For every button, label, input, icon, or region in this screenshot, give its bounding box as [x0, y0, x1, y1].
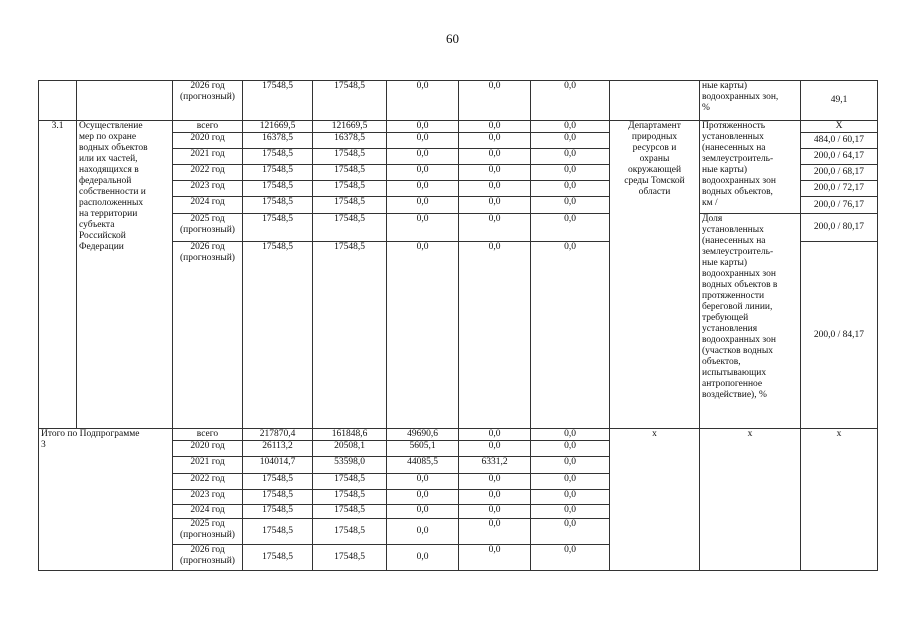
indicator-cell: ные карты) водоохранных зон, % — [700, 81, 801, 121]
fed-cell: 17548,5 — [313, 505, 387, 519]
year-cell: 2021 год — [173, 149, 243, 165]
year-cell: 2026 год (прогнозный) — [173, 81, 243, 121]
reg-cell: 0,0 — [387, 121, 459, 133]
section-row — [39, 121, 878, 133]
loc-cell: 0,0 — [459, 121, 531, 133]
year-cell: 2022 год — [173, 165, 243, 181]
other-cell: 0,0 — [531, 505, 610, 519]
fed-cell: 17548,5 — [313, 214, 387, 242]
loc-cell: 0,0 — [459, 214, 531, 242]
fed-cell: 121669,5 — [313, 121, 387, 133]
other-cell: 0,0 — [531, 121, 610, 133]
reg-cell: 0,0 — [387, 197, 459, 214]
page-number: 60 — [446, 31, 459, 46]
total-cell: 17548,5 — [243, 81, 313, 121]
year-cell: 2023 год — [173, 490, 243, 505]
loc-cell: 0,0 — [459, 545, 531, 571]
other-cell: 0,0 — [531, 149, 610, 165]
loc-cell: 0,0 — [459, 181, 531, 197]
total-cell: 217870,4 — [243, 429, 313, 441]
total-cell: 17548,5 — [243, 242, 313, 429]
total-cell: 16378,5 — [243, 133, 313, 149]
section-executor: Департамент природных ресурсов и охраны окружающей среды Томской области — [610, 121, 700, 429]
loc-cell: 0,0 — [459, 505, 531, 519]
fed-cell: 17548,5 — [313, 545, 387, 571]
total-executor: х — [610, 429, 700, 571]
total-cell: 26113,2 — [243, 441, 313, 457]
fed-cell: 17548,5 — [313, 490, 387, 505]
cont-num-cell — [39, 81, 77, 121]
reg-cell: 0,0 — [387, 81, 459, 121]
reg-cell: 44085,5 — [387, 457, 459, 474]
loc-cell: 0,0 — [459, 133, 531, 149]
reg-cell: 49690,6 — [387, 429, 459, 441]
loc-cell: 0,0 — [459, 165, 531, 181]
other-cell: 0,0 — [531, 242, 610, 429]
reg-cell: 0,0 — [387, 133, 459, 149]
indicator-value-cell: 200,0 / 72,17 — [801, 181, 878, 197]
year-cell: 2024 год — [173, 505, 243, 519]
section-indicator-2: Доля установленных (нанесенных на землеустроитель- ные карты) водоохранных зон водных объектов в протяженности береговой линии, требующей установления водоохранных зон (участков водных объектов, испытывающих антропогенное воздействие), % — [700, 214, 801, 429]
loc-cell: 0,0 — [459, 242, 531, 429]
loc-cell: 0,0 — [459, 149, 531, 165]
reg-cell: 0,0 — [387, 181, 459, 197]
loc-cell: 0,0 — [459, 474, 531, 490]
reg-cell: 0,0 — [387, 165, 459, 181]
section-name: Осуществление мер по охране водных объектов или их частей, находящихся в федеральной собственности и расположенных на территории субъекта Российской Федерации — [77, 121, 173, 429]
indicator-value-cell: 200,0 / 84,17 — [801, 242, 878, 429]
fed-cell: 17548,5 — [313, 165, 387, 181]
loc-cell: 0,0 — [459, 519, 531, 545]
indicator-value-cell: 49,1 — [801, 81, 878, 121]
year-cell: 2021 год — [173, 457, 243, 474]
other-cell: 0,0 — [531, 133, 610, 149]
reg-cell: 0,0 — [387, 490, 459, 505]
reg-cell: 0,0 — [387, 505, 459, 519]
loc-cell: 0,0 — [459, 429, 531, 441]
total-cell: 17548,5 — [243, 505, 313, 519]
loc-cell: 0,0 — [459, 441, 531, 457]
other-cell: 0,0 — [531, 457, 610, 474]
year-cell: 2026 год (прогнозный) — [173, 545, 243, 571]
loc-cell: 0,0 — [459, 197, 531, 214]
fed-cell: 20508,1 — [313, 441, 387, 457]
reg-cell: 0,0 — [387, 519, 459, 545]
year-cell: 2024 год — [173, 197, 243, 214]
indicator-value-cell: X — [801, 121, 878, 133]
reg-cell: 0,0 — [387, 474, 459, 490]
total-cell: 17548,5 — [243, 490, 313, 505]
indicator-value-cell: 484,0 / 60,17 — [801, 133, 878, 149]
total-cell: 121669,5 — [243, 121, 313, 133]
other-cell: 0,0 — [531, 214, 610, 242]
indicator-value-cell: 200,0 / 68,17 — [801, 165, 878, 181]
other-cell: 0,0 — [531, 474, 610, 490]
other-cell: 0,0 — [531, 441, 610, 457]
reg-cell: 0,0 — [387, 242, 459, 429]
total-cell: 17548,5 — [243, 519, 313, 545]
total-row — [39, 429, 878, 441]
other-cell: 0,0 — [531, 81, 610, 121]
year-cell: всего — [173, 121, 243, 133]
indicator-value-cell: 200,0 / 80,17 — [801, 214, 878, 242]
indicator-value-cell: 200,0 / 64,17 — [801, 149, 878, 165]
fed-cell: 161848,6 — [313, 429, 387, 441]
cont-name-cell — [77, 81, 173, 121]
reg-cell: 0,0 — [387, 214, 459, 242]
other-cell: 0,0 — [531, 545, 610, 571]
indicator-value-cell: 200,0 / 76,17 — [801, 197, 878, 214]
program-table — [38, 80, 878, 571]
fed-cell: 17548,5 — [313, 474, 387, 490]
section-number: 3.1 — [39, 121, 77, 429]
year-cell: 2023 год — [173, 181, 243, 197]
fed-cell: 17548,5 — [313, 149, 387, 165]
fed-cell: 17548,5 — [313, 197, 387, 214]
fed-cell: 16378,5 — [313, 133, 387, 149]
total-indicator: х — [700, 429, 801, 571]
reg-cell: 0,0 — [387, 149, 459, 165]
year-cell: всего — [173, 429, 243, 441]
fed-cell: 17548,5 — [313, 242, 387, 429]
loc-cell: 0,0 — [459, 490, 531, 505]
total-cell: 17548,5 — [243, 197, 313, 214]
other-cell: 0,0 — [531, 181, 610, 197]
year-cell: 2022 год — [173, 474, 243, 490]
reg-cell: 5605,1 — [387, 441, 459, 457]
other-cell: 0,0 — [531, 490, 610, 505]
year-cell: 2026 год (прогнозный) — [173, 242, 243, 429]
reg-cell: 0,0 — [387, 545, 459, 571]
year-cell: 2025 год (прогнозный) — [173, 519, 243, 545]
cont-executor-cell — [610, 81, 700, 121]
section-indicator-1: Протяженность установленных (нанесенных на землеустроитель- ные карты) водоохранных зон водных объектов, км / — [700, 121, 801, 214]
total-label: Итого по Подпрограмме 3 — [39, 429, 173, 571]
other-cell: 0,0 — [531, 165, 610, 181]
fed-cell: 17548,5 — [313, 81, 387, 121]
loc-cell: 0,0 — [459, 81, 531, 121]
continuation-row — [39, 81, 878, 121]
total-cell: 17548,5 — [243, 545, 313, 571]
other-cell: 0,0 — [531, 197, 610, 214]
total-cell: 17548,5 — [243, 214, 313, 242]
total-value: х — [801, 429, 878, 571]
fed-cell: 17548,5 — [313, 519, 387, 545]
fed-cell: 17548,5 — [313, 181, 387, 197]
loc-cell: 6331,2 — [459, 457, 531, 474]
total-cell: 17548,5 — [243, 165, 313, 181]
total-cell: 17548,5 — [243, 474, 313, 490]
other-cell: 0,0 — [531, 519, 610, 545]
total-cell: 104014,7 — [243, 457, 313, 474]
year-cell: 2020 год — [173, 133, 243, 149]
year-cell: 2025 год (прогнозный) — [173, 214, 243, 242]
other-cell: 0,0 — [531, 429, 610, 441]
total-cell: 17548,5 — [243, 181, 313, 197]
total-cell: 17548,5 — [243, 149, 313, 165]
year-cell: 2020 год — [173, 441, 243, 457]
fed-cell: 53598,0 — [313, 457, 387, 474]
